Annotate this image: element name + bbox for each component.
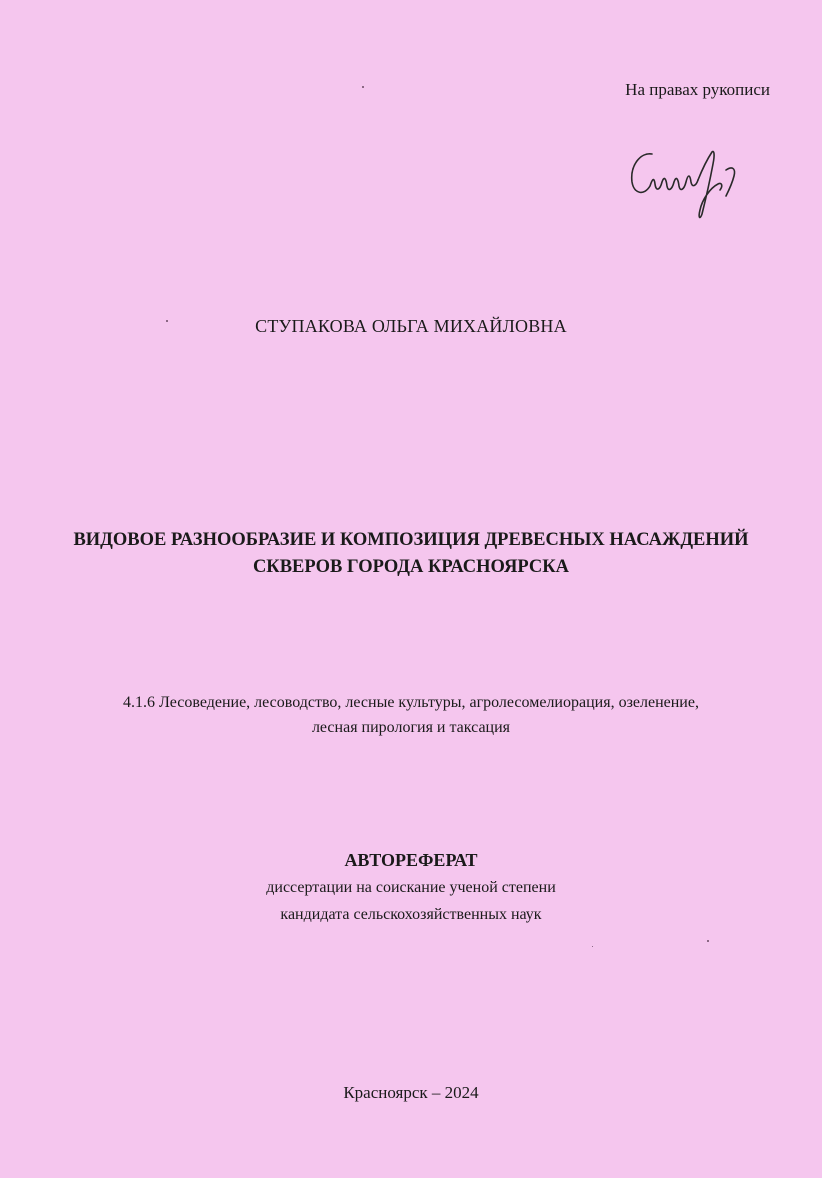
paper-speck [166,320,168,322]
paper-speck [707,940,709,942]
specialty-line-1: 4.1.6 Лесоведение, лесоводство, лесные культуры, агролесомелиорация, озеленение, [123,694,699,711]
manuscript-rights-note: На правах рукописи [625,80,770,99]
paper-speck [592,946,593,947]
author-name: СТУПАКОВА ОЛЬГА МИХАЙЛОВНА [255,316,567,336]
title-line-1: ВИДОВОЕ РАЗНООБРАЗИЕ И КОМПОЗИЦИЯ ДРЕВЕСНЫХ НАСАЖДЕНИЙ [73,530,749,550]
specialty-code [20,690,802,740]
handwritten-signature [622,140,752,224]
city-and-year: Красноярск – 2024 [343,1083,479,1102]
paper-speck [362,86,364,88]
abstract-block [0,847,822,928]
specialty-line-2: лесная пирология и таксация [311,719,511,736]
abstract-line-2: кандидата сельскохозяйственных наук [280,906,542,923]
title-line-2: СКВЕРОВ ГОРОДА КРАСНОЯРСКА [252,557,570,577]
dissertation-title [30,527,792,581]
abstract-line-1: диссертации на соискание ученой степени [266,879,556,896]
abstract-heading: АВТОРЕФЕРАТ [344,850,478,870]
